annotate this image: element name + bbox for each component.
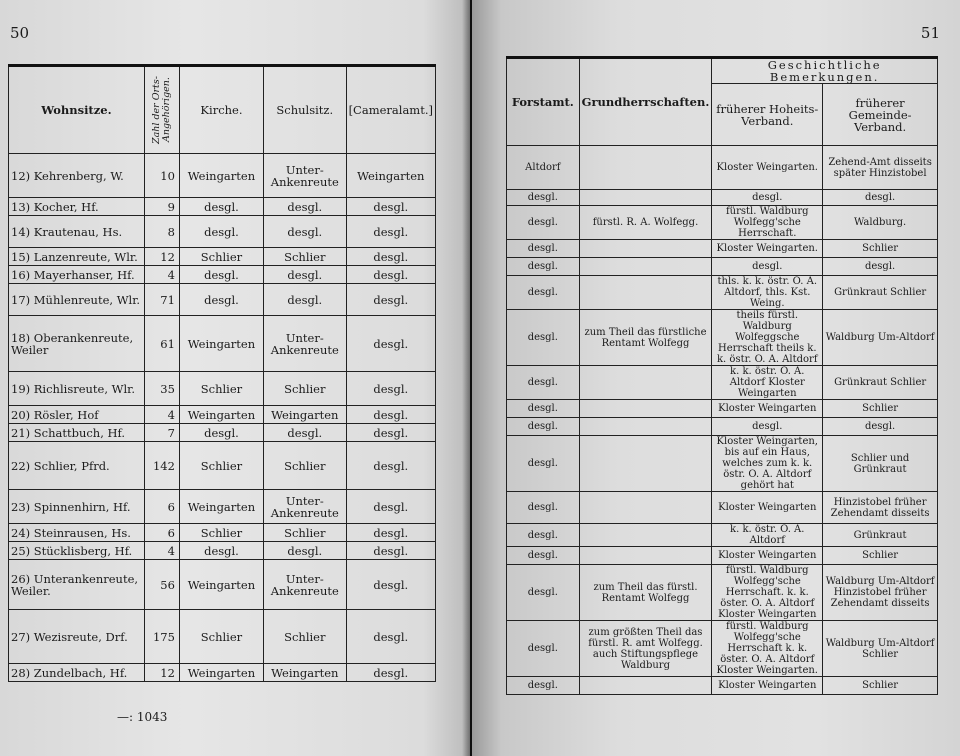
schule-cell: Unter-Ankenreute (264, 560, 347, 610)
place-cell: 23) Spinnenhirn, Hf. (9, 490, 145, 524)
table-row (9, 248, 436, 266)
kirche-cell: Schlier (179, 442, 263, 490)
header-gemeindeverband: früherer Gemeinde-Verband. (823, 84, 938, 146)
forstamt-cell: desgl. (507, 547, 580, 565)
kirche-cell: Schlier (179, 524, 263, 542)
table-row (9, 216, 436, 248)
schule-cell: desgl. (264, 266, 347, 284)
cameralamt-cell: desgl. (346, 248, 435, 266)
kirche-cell: Schlier (179, 248, 263, 266)
place-cell: 27) Wezisreute, Drf. (9, 610, 145, 664)
count-cell: 6 (144, 524, 179, 542)
schule-cell: Unter-Ankenreute (264, 154, 347, 198)
page-number-left: 50 (10, 24, 30, 42)
table-row (9, 610, 436, 664)
hoheitsverband-cell: desgl. (712, 258, 823, 276)
place-cell: 17) Mühlenreute, Wlr. (9, 284, 145, 316)
left-table-body (9, 154, 436, 682)
schule-cell: Schlier (264, 248, 347, 266)
cameralamt-cell: desgl. (346, 560, 435, 610)
hoheitsverband-cell: desgl. (712, 190, 823, 206)
place-cell: 15) Lanzenreute, Wlr. (9, 248, 145, 266)
table-row (507, 258, 938, 276)
table-row (9, 524, 436, 542)
forstamt-cell: desgl. (507, 436, 580, 492)
count-cell: 4 (144, 542, 179, 560)
count-cell: 71 (144, 284, 179, 316)
grundherrschaft-cell (579, 240, 712, 258)
schule-cell: Schlier (264, 372, 347, 406)
count-cell: 142 (144, 442, 179, 490)
hoheitsverband-cell: Kloster Weingarten. (712, 240, 823, 258)
right-table-body (507, 146, 938, 695)
table-row (9, 664, 436, 682)
gemeindeverband-cell: Schlier (823, 240, 938, 258)
gemeindeverband-cell: Grünkraut (823, 524, 938, 547)
cameralamt-cell: desgl. (346, 542, 435, 560)
forstamt-cell: desgl. (507, 276, 580, 310)
gemeindeverband-cell: Schlier (823, 400, 938, 418)
forstamt-cell: desgl. (507, 418, 580, 436)
cameralamt-cell: desgl. (346, 372, 435, 406)
count-cell: 175 (144, 610, 179, 664)
hoheitsverband-cell: Kloster Weingarten. (712, 146, 823, 190)
forstamt-cell: desgl. (507, 310, 580, 366)
table-row (507, 565, 938, 621)
hoheitsverband-cell: desgl. (712, 418, 823, 436)
grundherrschaft-cell: fürstl. R. A. Wolfegg. (579, 206, 712, 240)
left-page (0, 0, 470, 756)
forstamt-cell: desgl. (507, 190, 580, 206)
kirche-cell: Weingarten (179, 154, 263, 198)
table-row (9, 284, 436, 316)
place-cell: 21) Schattbuch, Hf. (9, 424, 145, 442)
gemeindeverband-cell: desgl. (823, 258, 938, 276)
count-cell: 12 (144, 248, 179, 266)
kirche-cell: Schlier (179, 610, 263, 664)
place-cell: 28) Zundelbach, Hf. (9, 664, 145, 682)
place-cell: 12) Kehrenberg, W. (9, 154, 145, 198)
cameralamt-cell: desgl. (346, 266, 435, 284)
place-cell: 16) Mayerhanser, Hf. (9, 266, 145, 284)
cameralamt-cell: desgl. (346, 524, 435, 542)
hoheitsverband-cell: Kloster Weingarten, bis auf ein Haus, welches zum k. k. östr. O. A. Altdorf gehört hat (712, 436, 823, 492)
grundherrschaft-cell (579, 258, 712, 276)
forstamt-cell: desgl. (507, 492, 580, 524)
grundherrschaft-cell (579, 677, 712, 695)
count-cell: 9 (144, 198, 179, 216)
page-number-right: 51 (920, 24, 940, 42)
right-register-table (506, 56, 938, 695)
count-cell: 61 (144, 316, 179, 372)
table-row (507, 547, 938, 565)
grundherrschaft-cell (579, 276, 712, 310)
forstamt-cell: Altdorf (507, 146, 580, 190)
schule-cell: desgl. (264, 284, 347, 316)
forstamt-cell: desgl. (507, 240, 580, 258)
cameralamt-cell: desgl. (346, 610, 435, 664)
table-row (507, 524, 938, 547)
population-total: —: 1043 (117, 710, 168, 724)
grundherrschaft-cell (579, 492, 712, 524)
kirche-cell: Weingarten (179, 406, 263, 424)
schule-cell: desgl. (264, 216, 347, 248)
grundherrschaft-cell (579, 547, 712, 565)
gemeindeverband-cell: Hinzistobel früher Zehendamt disseits (823, 492, 938, 524)
table-row (9, 560, 436, 610)
count-cell: 4 (144, 406, 179, 424)
place-cell: 13) Kocher, Hf. (9, 198, 145, 216)
kirche-cell: desgl. (179, 216, 263, 248)
cameralamt-cell: desgl. (346, 198, 435, 216)
gemeindeverband-cell: Schlier (823, 677, 938, 695)
grundherrschaft-cell (579, 418, 712, 436)
place-cell: 22) Schlier, Pfrd. (9, 442, 145, 490)
table-row (507, 206, 938, 240)
table-row (507, 310, 938, 366)
forstamt-cell: desgl. (507, 400, 580, 418)
grundherrschaft-cell (579, 146, 712, 190)
kirche-cell: Weingarten (179, 664, 263, 682)
grundherrschaft-cell (579, 524, 712, 547)
grundherrschaft-cell (579, 366, 712, 400)
kirche-cell: Schlier (179, 372, 263, 406)
cameralamt-cell: desgl. (346, 316, 435, 372)
grundherrschaft-cell (579, 400, 712, 418)
grundherrschaft-cell: zum größten Theil das fürstl. R. amt Wolfegg. auch Stiftungspflege Waldburg (579, 621, 712, 677)
grundherrschaft-cell (579, 190, 712, 206)
gemeindeverband-cell: Grünkraut Schlier (823, 276, 938, 310)
table-row (507, 418, 938, 436)
table-row (9, 442, 436, 490)
kirche-cell: Weingarten (179, 560, 263, 610)
header-zahl: Zahl der Orts-Angehörigen. (144, 66, 179, 154)
table-row (9, 490, 436, 524)
kirche-cell: desgl. (179, 542, 263, 560)
table-row (9, 154, 436, 198)
forstamt-cell: desgl. (507, 565, 580, 621)
table-row (9, 198, 436, 216)
gemeindeverband-cell: desgl. (823, 190, 938, 206)
kirche-cell: Weingarten (179, 316, 263, 372)
header-geschichtliche: Geschichtliche Bemerkungen. (712, 58, 938, 84)
kirche-cell: desgl. (179, 424, 263, 442)
schule-cell: desgl. (264, 424, 347, 442)
cameralamt-cell: desgl. (346, 406, 435, 424)
table-row (507, 276, 938, 310)
header-kirche: Kirche. (179, 66, 263, 154)
gemeindeverband-cell: Waldburg Um-Altdorf Schlier (823, 621, 938, 677)
table-row (9, 266, 436, 284)
place-cell: 25) Stücklisberg, Hf. (9, 542, 145, 560)
header-wohnsitze: Wohnsitze. (9, 66, 145, 154)
schule-cell: Unter-Ankenreute (264, 490, 347, 524)
count-cell: 56 (144, 560, 179, 610)
place-cell: 19) Richlisreute, Wlr. (9, 372, 145, 406)
schule-cell: Schlier (264, 524, 347, 542)
kirche-cell: Weingarten (179, 490, 263, 524)
gemeindeverband-cell: Zehend-Amt disseits später Hinzistobel (823, 146, 938, 190)
hoheitsverband-cell: Kloster Weingarten (712, 400, 823, 418)
gemeindeverband-cell: Schlier und Grünkraut (823, 436, 938, 492)
forstamt-cell: desgl. (507, 621, 580, 677)
count-cell: 7 (144, 424, 179, 442)
table-row (507, 621, 938, 677)
schule-cell: desgl. (264, 542, 347, 560)
table-row (507, 677, 938, 695)
kirche-cell: desgl. (179, 284, 263, 316)
hoheitsverband-cell: k. k. östr. O. A. Altdorf Kloster Weingarten (712, 366, 823, 400)
place-cell: 18) Oberankenreute, Weiler (9, 316, 145, 372)
schule-cell: Weingarten (264, 664, 347, 682)
place-cell: 14) Krautenau, Hs. (9, 216, 145, 248)
cameralamt-cell: desgl. (346, 442, 435, 490)
schule-cell: desgl. (264, 198, 347, 216)
gemeindeverband-cell: Waldburg Um-Altdorf (823, 310, 938, 366)
table-row (507, 436, 938, 492)
grundherrschaft-cell (579, 436, 712, 492)
count-cell: 4 (144, 266, 179, 284)
gemeindeverband-cell: desgl. (823, 418, 938, 436)
hoheitsverband-cell: theils fürstl. Waldburg Wolfeggsche Herrschaft theils k. k. östr. O. A. Altdorf (712, 310, 823, 366)
hoheitsverband-cell: fürstl. Waldburg Wolfegg'sche Herrschaft. (712, 206, 823, 240)
cameralamt-cell: desgl. (346, 216, 435, 248)
header-cameralamt: [Cameralamt.] (346, 66, 435, 154)
cameralamt-cell: desgl. (346, 490, 435, 524)
gemeindeverband-cell: Schlier (823, 547, 938, 565)
hoheitsverband-cell: Kloster Weingarten (712, 677, 823, 695)
hoheitsverband-cell: k. k. östr. O. A. Altdorf (712, 524, 823, 547)
schule-cell: Schlier (264, 610, 347, 664)
count-cell: 6 (144, 490, 179, 524)
forstamt-cell: desgl. (507, 258, 580, 276)
hoheitsverband-cell: fürstl. Waldburg Wolfegg'sche Herrschaft. k. k. öster. O. A. Altdorf Kloster Weingarten (712, 565, 823, 621)
count-cell: 10 (144, 154, 179, 198)
table-row (9, 372, 436, 406)
left-register-table (8, 64, 436, 682)
count-cell: 8 (144, 216, 179, 248)
hoheitsverband-cell: fürstl. Waldburg Wolfegg'sche Herrschaft k. k. öster. O. A. Altdorf Kloster Weingarten. (712, 621, 823, 677)
table-row (9, 542, 436, 560)
place-cell: 24) Steinrausen, Hs. (9, 524, 145, 542)
grundherrschaft-cell: zum Theil das fürstl. Rentamt Wolfegg (579, 565, 712, 621)
kirche-cell: desgl. (179, 266, 263, 284)
table-row (507, 240, 938, 258)
place-cell: 26) Unterankenreute, Weiler. (9, 560, 145, 610)
forstamt-cell: desgl. (507, 524, 580, 547)
forstamt-cell: desgl. (507, 366, 580, 400)
table-row (507, 146, 938, 190)
cameralamt-cell: desgl. (346, 284, 435, 316)
table-row (9, 424, 436, 442)
table-row (507, 366, 938, 400)
gemeindeverband-cell: Waldburg. (823, 206, 938, 240)
schule-cell: Weingarten (264, 406, 347, 424)
forstamt-cell: desgl. (507, 677, 580, 695)
header-grundherrschaften: Grundherrschaften. (579, 58, 712, 146)
hoheitsverband-cell: Kloster Weingarten (712, 492, 823, 524)
table-row (507, 190, 938, 206)
gemeindeverband-cell: Grünkraut Schlier (823, 366, 938, 400)
schule-cell: Schlier (264, 442, 347, 490)
grundherrschaft-cell: zum Theil das fürstliche Rentamt Wolfegg (579, 310, 712, 366)
hoheitsverband-cell: Kloster Weingarten (712, 547, 823, 565)
table-row (9, 406, 436, 424)
forstamt-cell: desgl. (507, 206, 580, 240)
count-cell: 12 (144, 664, 179, 682)
table-row (9, 316, 436, 372)
cameralamt-cell: Weingarten (346, 154, 435, 198)
table-row (507, 400, 938, 418)
hoheitsverband-cell: thls. k. k. östr. O. A. Altdorf, thls. Kst. Weing. (712, 276, 823, 310)
gemeindeverband-cell: Waldburg Um-Altdorf Hinzistobel früher Zehendamt disseits (823, 565, 938, 621)
right-page (472, 0, 960, 756)
header-schulsitz: Schulsitz. (264, 66, 347, 154)
count-cell: 35 (144, 372, 179, 406)
table-row (507, 492, 938, 524)
place-cell: 20) Rösler, Hof (9, 406, 145, 424)
cameralamt-cell: desgl. (346, 424, 435, 442)
header-hoheitsverband: früherer Hoheits-Verband. (712, 84, 823, 146)
cameralamt-cell: desgl. (346, 664, 435, 682)
kirche-cell: desgl. (179, 198, 263, 216)
schule-cell: Unter-Ankenreute (264, 316, 347, 372)
header-forstamt: Forstamt. (507, 58, 580, 146)
